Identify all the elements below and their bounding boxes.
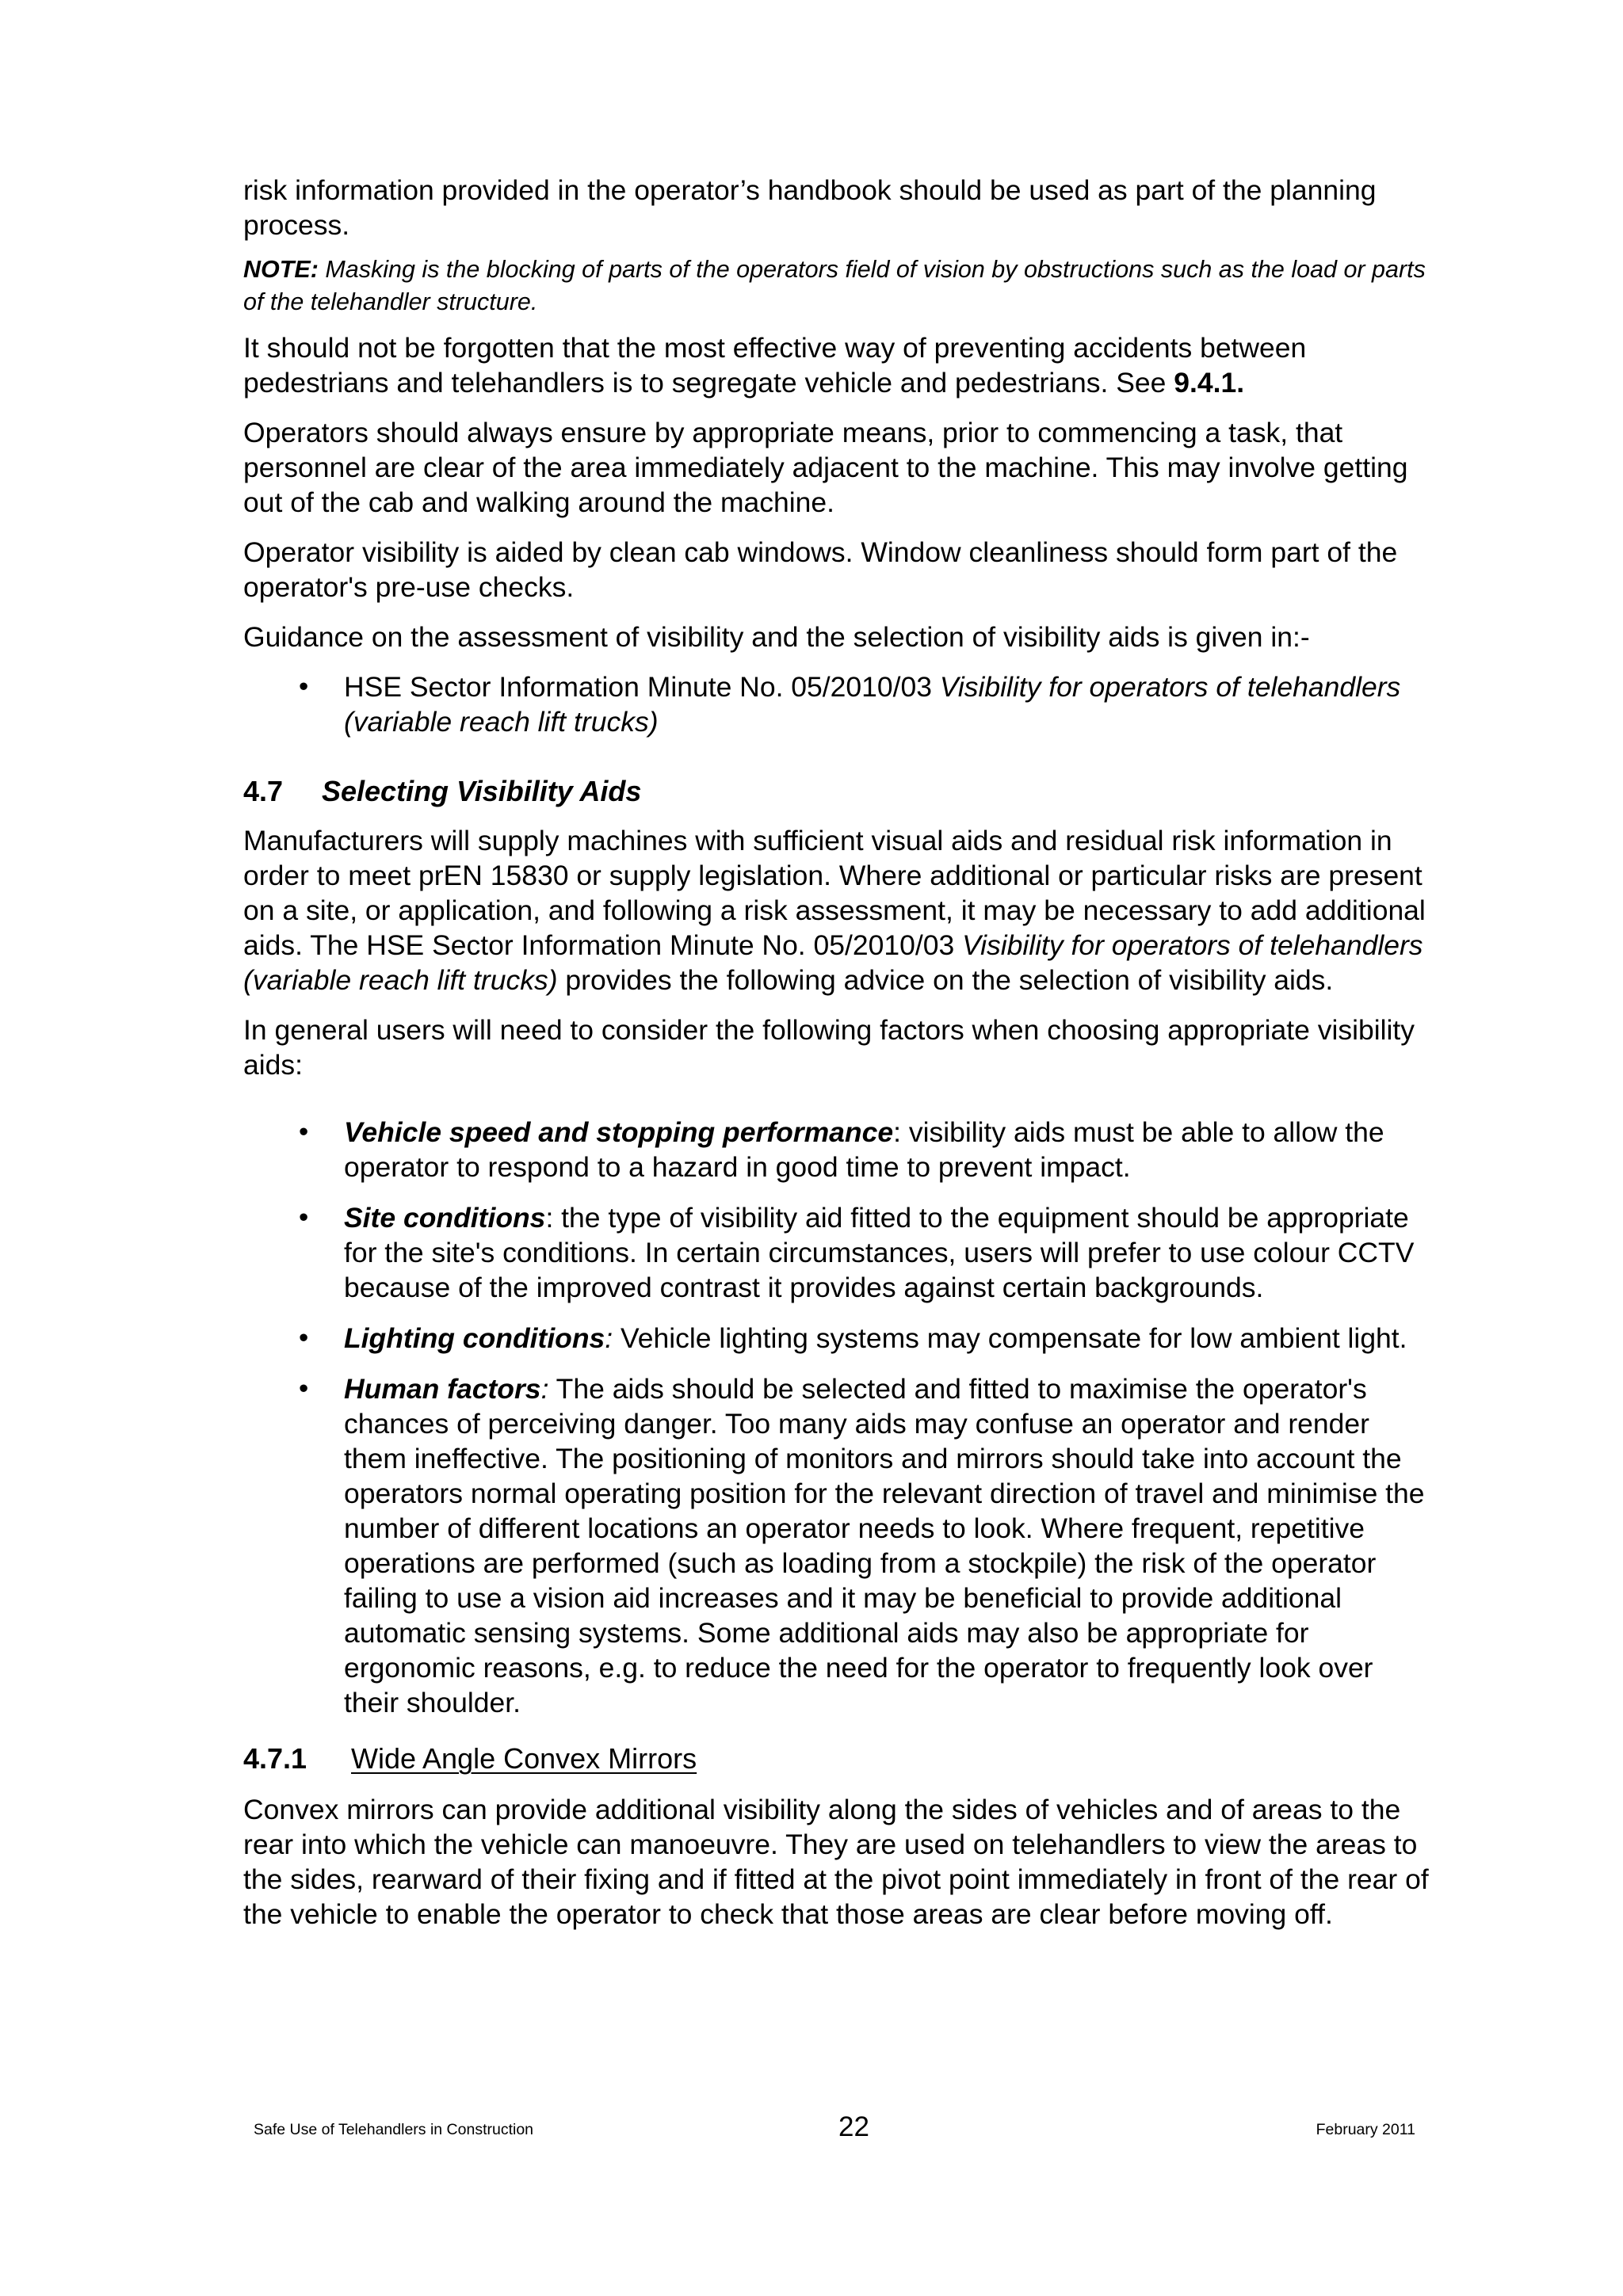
paragraph-cab-windows: Operator visibility is aided by clean cab windows. Window cleanliness should form part of the operator's pre-use checks. — [243, 536, 1398, 603]
footer-date: February 2011 — [1316, 2121, 1415, 2138]
bullet-icon: • — [299, 1202, 309, 1233]
paragraph-segregation — [243, 330, 1432, 400]
factor-label: Vehicle speed and stopping performance — [344, 1116, 894, 1148]
bullet-icon: • — [299, 1373, 309, 1404]
paragraph-manufacturers-text-b: provides the following advice on the selection of visibility aids. — [557, 964, 1334, 996]
factors-list — [243, 1115, 1432, 1720]
bullet-icon: • — [299, 1116, 309, 1147]
list-item — [243, 1115, 1432, 1184]
section-number: 4.7.1 — [243, 1742, 307, 1775]
guidance-list — [243, 669, 1432, 739]
footer-document-title: Safe Use of Telehandlers in Construction — [254, 2121, 534, 2138]
paragraph-manufacturers — [243, 823, 1432, 997]
section-reference: 9.4.1. — [1174, 367, 1245, 399]
page-footer — [0, 2111, 1623, 2151]
factor-text: Vehicle lighting systems may compensate for low ambient light. — [613, 1322, 1407, 1354]
section-title: Selecting Visibility Aids — [322, 775, 642, 807]
note-label: NOTE: — [243, 256, 319, 283]
paragraph-guidance: Guidance on the assessment of visibility and the selection of visibility aids is given in:- — [243, 621, 1310, 653]
paragraph-factors-intro: In general users will need to consider the following factors when choosing appropriate visibility aids: — [243, 1014, 1415, 1081]
bullet-icon: • — [299, 1322, 309, 1353]
factor-label: Site conditions — [344, 1202, 546, 1234]
factor-text: visibility aids must be able to allow the operator to respond to a hazard in good time to prevent impact. — [344, 1116, 1384, 1183]
factor-text: The aids should be selected and fitted to maximise the operator's chances of perceiving danger. Too many aids may confuse an operator and render them ineffective. The positioning of monitors and mirrors should take into account the operators normal operating position for the relevant direction of travel and minimise the number of different locations an operator needs to look. Where frequent, repetitive operations are performed (such as loading from a stockpile) the risk of the operator failing to use a vision aid increases and it may be beneficial to provide additional automatic sensing systems. Some additional aids may also be appropriate for ergonomic reasons, e.g. to reduce the need for the operator to frequently look over their shoulder. — [344, 1373, 1425, 1718]
factor-separator: : — [545, 1202, 554, 1234]
factor-separator: : — [605, 1322, 613, 1354]
list-item — [243, 1200, 1432, 1305]
paragraph-segregation-text: It should not be forgotten that the most effective way of preventing accidents between pedestrians and telehandlers is to segregate vehicle and pedestrians. See — [243, 332, 1307, 399]
list-item-italic: Visibility for operators of telehandlers (variable reach lift trucks) — [344, 671, 1401, 738]
paragraph-risk-info: risk information provided in the operator’s handbook should be used as part of the planning process. — [243, 174, 1377, 241]
factor-separator: : — [540, 1373, 549, 1405]
section-number: 4.7 — [243, 775, 284, 807]
list-item — [243, 1321, 1432, 1356]
factor-separator: : — [893, 1116, 901, 1148]
paragraph-manufacturers-italic: Visibility for operators of telehandlers (variable reach lift trucks) — [243, 929, 1423, 996]
bullet-icon: • — [299, 671, 309, 702]
paragraph-operators-ensure: Operators should always ensure by appropriate means, prior to commencing a task, that personnel are clear of the area immediately adjacent to the machine. This may involve getting out of the cab and walking around the machine. — [243, 417, 1408, 518]
list-item — [243, 669, 1432, 739]
note — [243, 254, 1432, 318]
page-content — [243, 173, 1432, 1932]
section-heading-4-7 — [243, 774, 1432, 809]
paragraph-manufacturers-text-a: Manufacturers will supply machines with sufficient visual aids and residual risk information in order to meet prEN 15830 or supply legislation. Where additional or particular risks are present on a site, or application, and following a risk assessment, it may be necessary to add additional aids. The HSE Sector Information Minute No. 05/2010/03 — [243, 825, 1426, 961]
page-number: 22 — [838, 2111, 869, 2142]
note-text: Masking is the blocking of parts of the operators field of vision by obstructions such as the load or parts of the telehandler structure. — [243, 256, 1426, 315]
list-item-text: HSE Sector Information Minute No. 05/2010/03 — [344, 671, 940, 703]
list-item — [243, 1371, 1432, 1720]
factor-label: Human factors — [344, 1373, 541, 1405]
factor-text: the type of visibility aid fitted to the equipment should be appropriate for the site's conditions. In certain circumstances, users will prefer to use colour CCTV because of the improved contrast it provides against certain backgrounds. — [344, 1202, 1415, 1303]
section-title: Wide Angle Convex Mirrors — [351, 1742, 697, 1775]
paragraph-convex-mirrors: Convex mirrors can provide additional visibility along the sides of vehicles and of areas to the rear into which the vehicle can manoeuvre. They are used on telehandlers to view the areas to the sides, rearward of their fixing and if fitted at the pivot point immediately in front of the rear of the vehicle to enable the operator to check that those areas are clear before moving off. — [243, 1794, 1429, 1930]
section-heading-4-7-1 — [243, 1741, 1432, 1776]
factor-label: Lighting conditions — [344, 1322, 605, 1354]
